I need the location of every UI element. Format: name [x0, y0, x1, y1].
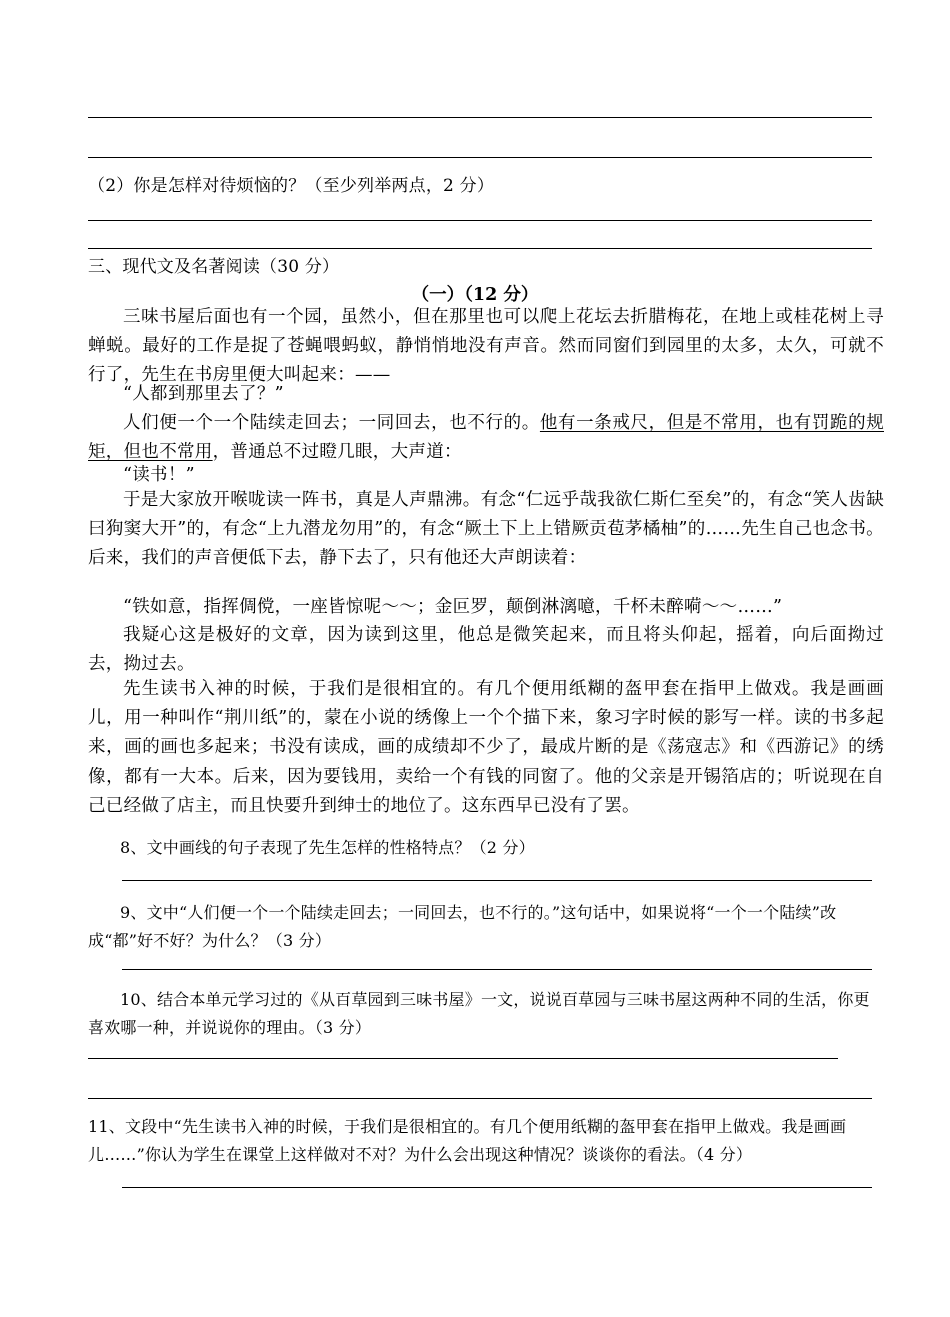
- question-2-text: （2）你是怎样对待烦恼的？（至少列举两点，2 分）: [88, 176, 495, 196]
- passage-text: ，普通总不过瞪几眼，大声道：: [212, 442, 462, 463]
- passage-text: 人们便一个一个陆续走回去；一同回去，也不行的。: [123, 413, 540, 433]
- passage-title: （一）（12 分）: [411, 285, 539, 305]
- answer-line[interactable]: [88, 117, 872, 118]
- passage-paragraph-3: [88, 409, 884, 467]
- section-title: 三、现代文及名著阅读（30 分）: [88, 257, 340, 277]
- answer-line[interactable]: [122, 1187, 872, 1188]
- underlined-sentence: 他有一条戒尺，但是不常用，也有罚跪的规矩，但也不常用: [88, 413, 884, 463]
- passage-paragraph-2: “人都到那里去了？”: [123, 384, 284, 404]
- answer-line[interactable]: [88, 1058, 838, 1059]
- answer-line[interactable]: [88, 157, 872, 158]
- question-8: 8、文中画线的句子表现了先生怎样的性格特点？（2 分）: [120, 838, 535, 857]
- passage-paragraph-7: 我疑心这是极好的文章，因为读到这里，他总是微笑起来，而且将头仰起，摇着，向后面拗过去，拗过去。: [88, 625, 884, 675]
- question-9: 9、文中“人们便一个一个陆续走回去；一同回去，也不行的。”这句话中，如果说将“一个一个陆续”改成“都”好不好？为什么？（3 分）: [88, 903, 837, 950]
- answer-line[interactable]: [88, 220, 872, 221]
- answer-line[interactable]: [88, 248, 872, 249]
- passage-paragraph-6: “铁如意，指挥倜傥，一座皆惊呢～～；金叵罗，颠倒淋漓噫，千杯未醉嗬～～……”: [123, 597, 783, 617]
- answer-line[interactable]: [122, 969, 872, 970]
- question-10: 10、结合本单元学习过的《从百草园到三味书屋》一文，说说百草园与三味书屋这两种不同的生活，你更喜欢哪一种，并说说你的理由。（3 分）: [88, 990, 870, 1037]
- passage-paragraph-8: 先生读书入神的时候，于我们是很相宜的。有几个便用纸糊的盔甲套在指甲上做戏。我是画画儿，用一种叫作“荆川纸”的，蒙在小说的绣像上一个个描下来，象习字时候的影写一样。读的书多起来，画的画也多起来；书没有读成，画的成绩却不少了，最成片断的是《荡寇志》和《西游记》的绣像，都有一大本。后来，因为要钱用，卖给一个有钱的同窗了。他的父亲是开锡箔店的；听说现在自己已经做了店主，而且快要升到绅士的地位了。这东西早已没有了罢。: [88, 679, 884, 816]
- passage-paragraph-1: 三味书屋后面也有一个园，虽然小，但在那里也可以爬上花坛去折腊梅花，在地上或桂花树上寻蝉蜕。最好的工作是捉了苍蝇喂蚂蚁，静悄悄地没有声音。然而同窗们到园里的太多，太久，可就不行了，先生在书房里便大叫起来：——: [88, 307, 884, 386]
- passage-paragraph-5: 于是大家放开喉咙读一阵书，真是人声鼎沸。有念“仁远乎哉我欲仁斯仁至矣”的，有念“笑人齿缺曰狗窦大开”的，有念“上九潜龙勿用”的，有念“厥土下上上错厥贡苞茅橘柚”的……先生自己也念书。后来，我们的声音便低下去，静下去了，只有他还大声朗读着：: [88, 490, 884, 569]
- question-11: 11、文段中“先生读书入神的时候，于我们是很相宜的。有几个便用纸糊的盔甲套在指甲上做戏。我是画画儿……”你认为学生在课堂上这样做对不对？为什么会出现这种情况？谈谈你的看法。（4 分）: [88, 1117, 847, 1164]
- passage-paragraph-4: “读书！”: [123, 465, 195, 485]
- answer-line[interactable]: [122, 880, 872, 881]
- answer-line[interactable]: [88, 1098, 872, 1099]
